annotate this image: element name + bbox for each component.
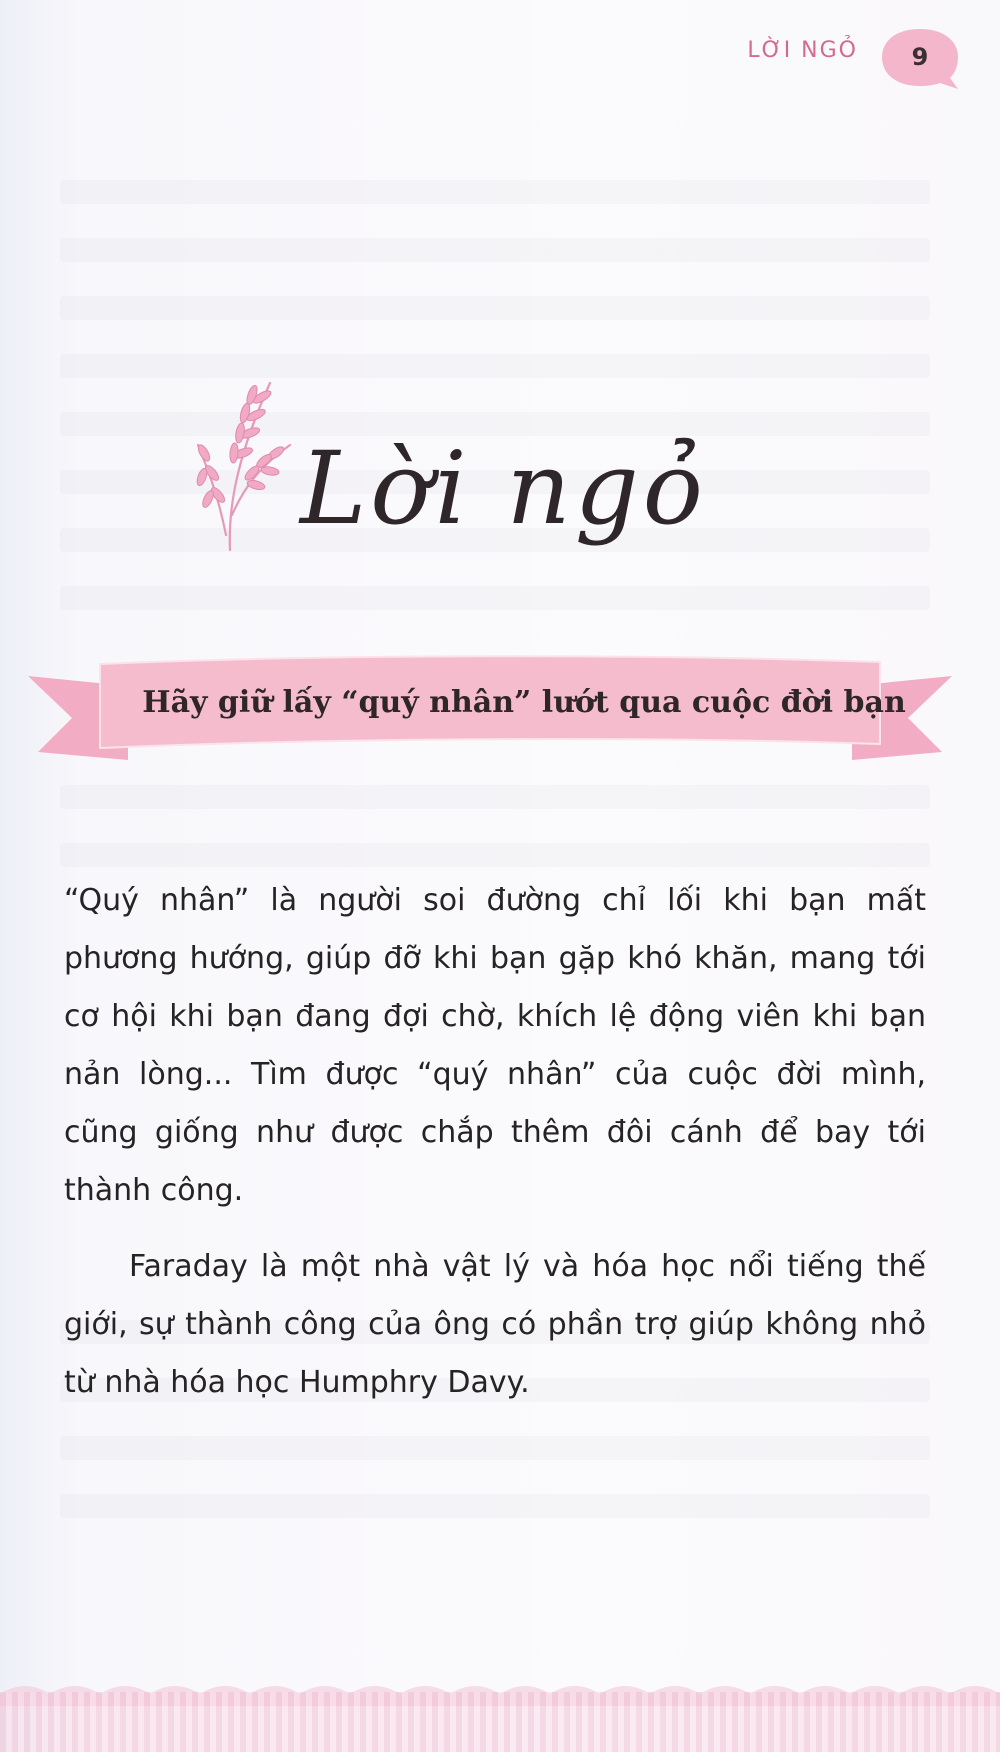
- bottom-pattern-band: [0, 1692, 1000, 1752]
- title-ribbon: [28, 648, 952, 778]
- page-number: 9: [911, 43, 929, 71]
- running-head: LỜI NGỎ: [747, 38, 858, 63]
- ribbon-title: Hãy giữ lấy “quý nhân” lướt qua cuộc đời bạn: [142, 685, 906, 720]
- body-text: [64, 872, 926, 1412]
- chapter-title: Lời ngỏ: [300, 430, 708, 547]
- page-number-badge: [878, 26, 962, 92]
- paragraph: Faraday là một nhà vật lý và hóa học nổi tiếng thế giới, sự thành công của ông có phần trợ giúp không nhỏ từ nhà hóa học Humphry Davy.: [64, 1249, 926, 1400]
- paragraph: “Quý nhân” là người soi đường chỉ lối khi bạn mất phương hướng, giúp đỡ khi bạn gặp khó khăn, mang tới cơ hội khi bạn đang đợi chờ, khích lệ động viên khi bạn nản lòng... Tìm được “quý nhân” của cuộc đời mình, cũng giống như được chắp thêm đôi cánh để bay tới thành công.: [64, 883, 926, 1208]
- wheat-sprig-icon: [190, 375, 300, 555]
